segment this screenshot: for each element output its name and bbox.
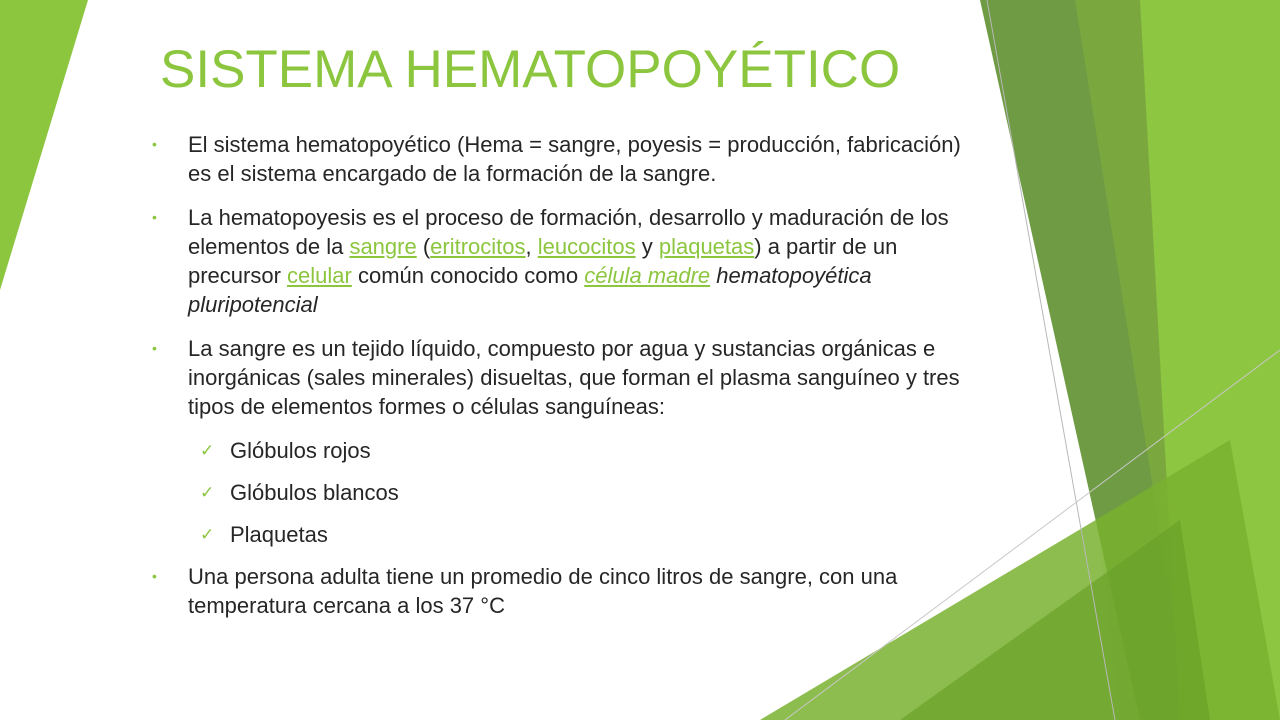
link-celular[interactable]: celular bbox=[287, 263, 352, 288]
link-leucocitos[interactable]: leucocitos bbox=[537, 234, 636, 259]
bullet-sangre-tejido: • La sangre es un tejido líquido, compuesto por agua y sustancias orgánicas e inorgánicas (sales minerales) disueltas, que forman el plasma sanguíneo y tres tipos de elementos formes o células sanguíneas: bbox=[150, 334, 970, 421]
text-segment: ( bbox=[416, 234, 431, 259]
check-item-label: Glóbulos rojos bbox=[230, 438, 371, 463]
check-item-plaquetas bbox=[150, 520, 970, 549]
checkmark-icon: ✓ bbox=[200, 483, 215, 502]
text-segment: y bbox=[635, 234, 659, 259]
bullet-adulto: • Una persona adulta tiene un promedio de cinco litros de sangre, con una temperatura cercana a los 37 °C bbox=[150, 562, 970, 620]
link-celula-madre[interactable]: célula madre bbox=[584, 263, 711, 288]
link-plaquetas[interactable]: plaquetas bbox=[658, 234, 755, 259]
bullet-definition: • El sistema hematopoyético (Hema = sangre, poyesis = producción, fabricación) es el sistema encargado de la formación de la sangre. bbox=[150, 130, 970, 188]
checkmark-icon: ✓ bbox=[200, 441, 215, 460]
text-segment-italic: hematopoyética pluripotencial bbox=[188, 263, 872, 317]
check-item-globulos-blancos bbox=[150, 478, 970, 507]
slide-title: SISTEMA HEMATOPOYÉTICO bbox=[160, 40, 901, 99]
check-item-label: Glóbulos blancos bbox=[230, 480, 399, 505]
text-segment: La hematopoyesis es el proceso de formación, desarrollo y maduración de los elementos de la bbox=[188, 205, 949, 259]
text-segment: , bbox=[525, 234, 538, 259]
text-segment: común conocido como bbox=[351, 263, 585, 288]
link-eritrocitos[interactable]: eritrocitos bbox=[430, 234, 526, 259]
left-green-wedge bbox=[0, 0, 88, 290]
bullet-hematopoyesis bbox=[150, 203, 970, 319]
link-sangre[interactable]: sangre bbox=[349, 234, 417, 259]
checkmark-icon: ✓ bbox=[200, 525, 215, 544]
check-item-label: Plaquetas bbox=[230, 522, 328, 547]
check-item-globulos-rojos bbox=[150, 436, 970, 465]
text-segment: ) a partir de un precursor bbox=[188, 234, 898, 288]
slide-body bbox=[150, 130, 970, 635]
